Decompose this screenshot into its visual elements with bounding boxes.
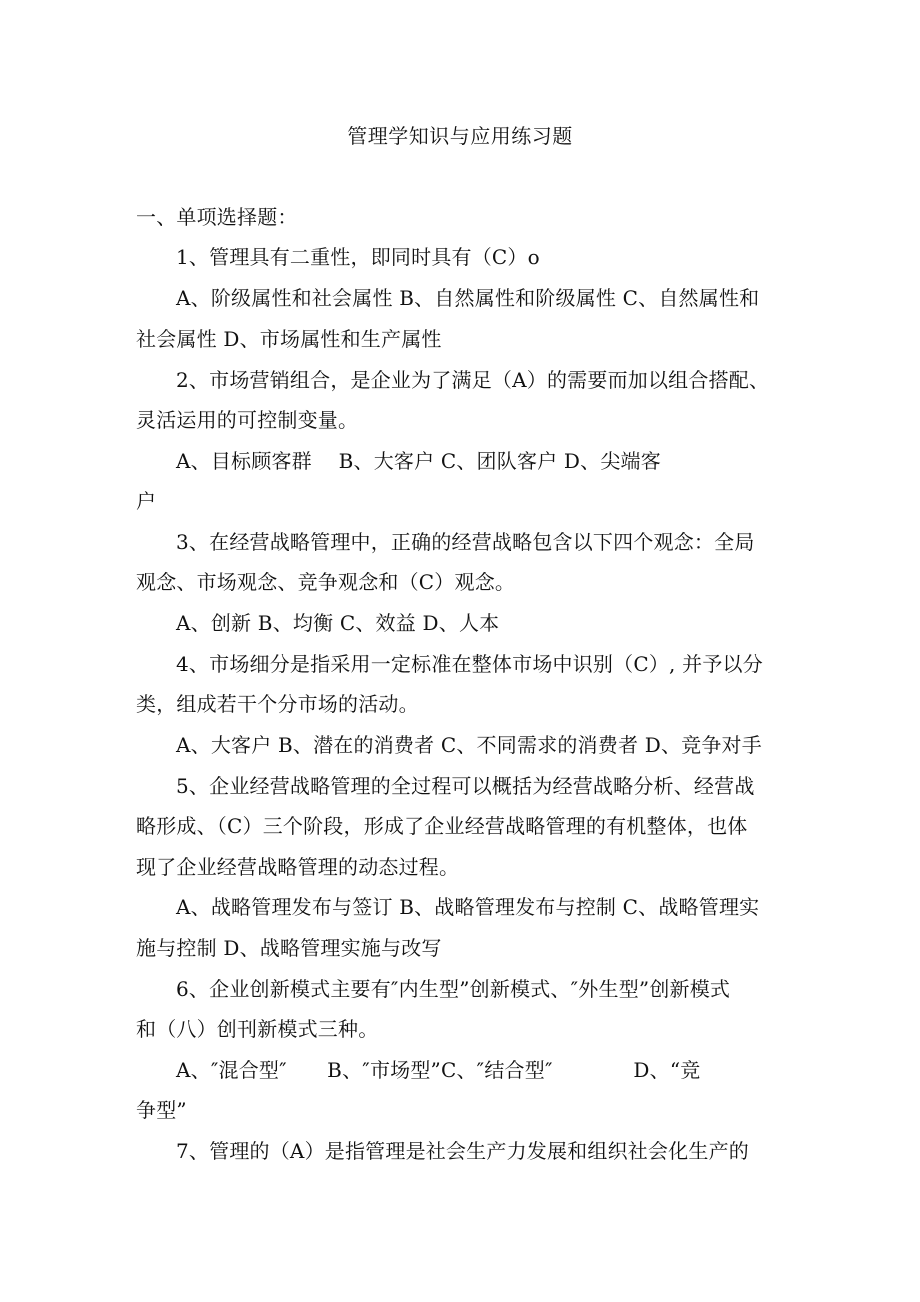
question-4-stem-line-2: 类，组成若干个分市场的活动。 bbox=[136, 692, 419, 716]
question-5-options-line-1: A、战略管理发布与签订 B、战略管理发布与控制 C、战略管理实 bbox=[176, 895, 760, 919]
question-7-stem-line-1: 7、管理的（A）是指管理是社会生产力发展和组织社会化生产的 bbox=[176, 1139, 749, 1163]
question-2-options-line-2: 户 bbox=[136, 489, 157, 513]
question-1-options-line-2: 社会属性 D、市场属性和生产属性 bbox=[136, 327, 442, 351]
question-6-stem-line-1: 6、企业创新模式主要有″内生型”创新模式、″外生型”创新模式 bbox=[176, 977, 731, 1001]
document-title: 管理学知识与应用练习题 bbox=[347, 124, 573, 148]
question-6-options-line-2: 争型” bbox=[136, 1098, 187, 1122]
question-5-stem-line-2: 略形成、（C）三个阶段，形成了企业经营战略管理的有机整体，也体 bbox=[136, 814, 748, 838]
question-4-options: A、大客户 B、潜在的消费者 C、不同需求的消费者 D、竞争对手 bbox=[176, 733, 762, 757]
section-heading: 一、单项选择题： bbox=[136, 205, 298, 229]
question-5-stem-line-3: 现了企业经营战略管理的动态过程。 bbox=[136, 855, 460, 879]
question-3-stem-line-2: 观念、市场观念、竞争观念和（C）观念。 bbox=[136, 570, 516, 594]
question-5-options-line-2: 施与控制 D、战略管理实施与改写 bbox=[136, 936, 442, 960]
question-5-stem-line-1: 5、企业经营战略管理的全过程可以概括为经营战略分析、经营战 bbox=[176, 774, 755, 798]
question-2-options-line-1: A、目标顾客群 B、大客户 C、团队客户 D、尖端客 bbox=[176, 449, 661, 473]
question-1-options-line-1: A、阶级属性和社会属性 B、自然属性和阶级属性 C、自然属性和 bbox=[176, 286, 760, 310]
question-6-stem-line-2: 和（八）创刊新模式三种。 bbox=[136, 1017, 379, 1041]
question-1-stem: 1、管理具有二重性，即同时具有（C）o bbox=[176, 245, 540, 269]
question-2-stem-line-2: 灵活运用的可控制变量。 bbox=[136, 408, 359, 432]
question-2-stem-line-1: 2、市场营销组合，是企业为了满足（A）的需要而加以组合搭配、 bbox=[176, 368, 770, 392]
question-6-options-line-1: A、″混合型″ B、″市场型”C、″结合型″ D、“竞 bbox=[176, 1058, 701, 1082]
question-3-options: A、创新 B、均衡 C、效益 D、人本 bbox=[176, 611, 500, 635]
question-4-stem-line-1: 4、市场细分是指采用一定标准在整体市场中识别（C）, 并予以分 bbox=[176, 652, 763, 676]
question-3-stem-line-1: 3、在经营战略管理中，正确的经营战略包含以下四个观念：全局 bbox=[176, 530, 755, 554]
